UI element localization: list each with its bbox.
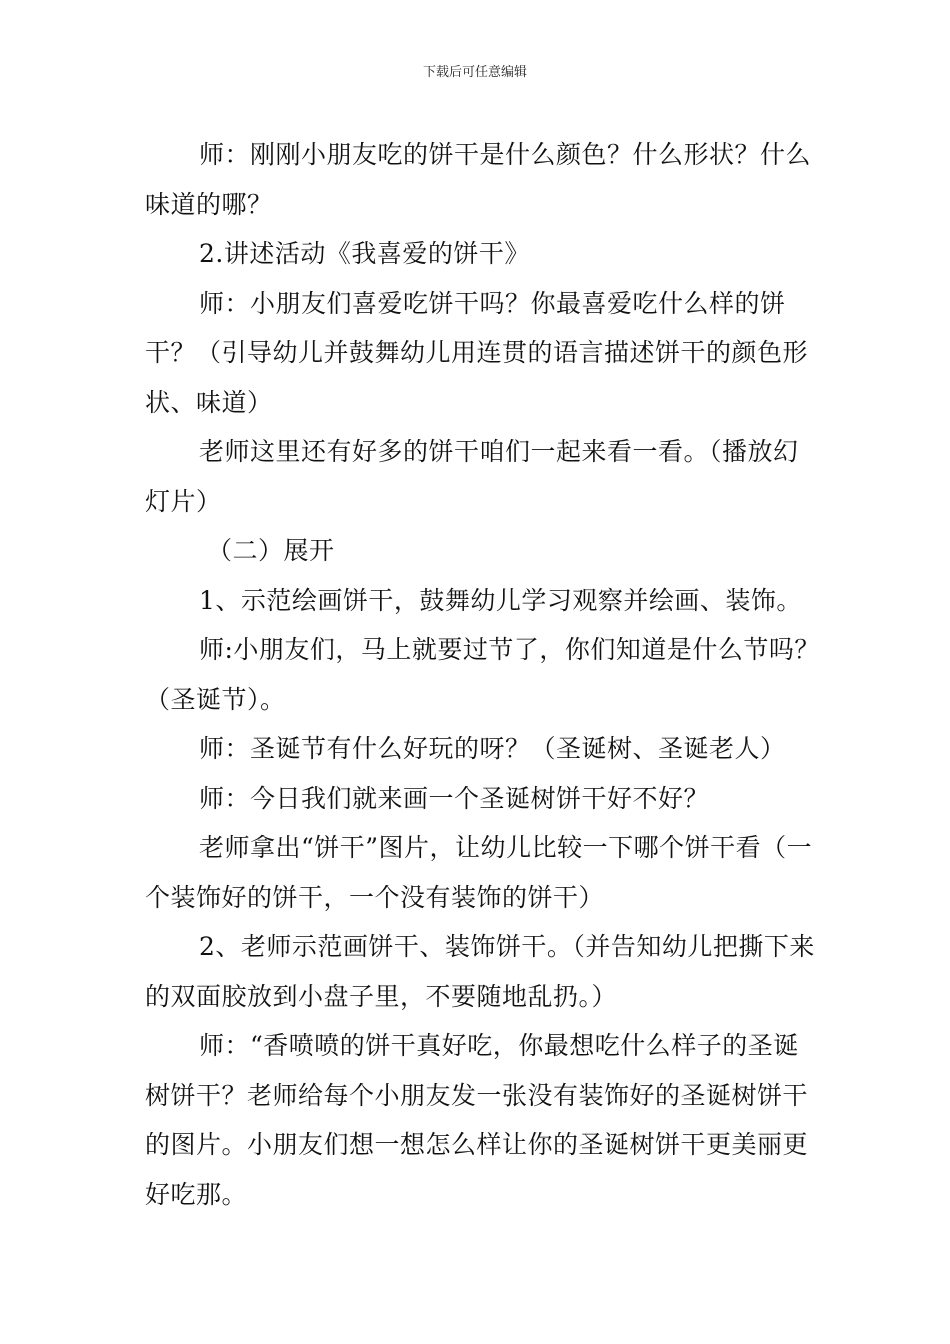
section-heading-expand: （二）展开 bbox=[207, 536, 335, 565]
paragraph-holiday-question: 师:小朋友们，马上就要过节了，你们知道是什么节吗？（圣诞节）。 bbox=[145, 635, 820, 714]
page-header-note: 下载后可任意编辑 bbox=[422, 65, 527, 80]
paragraph-demo-drawing: 1、示范绘画饼干，鼓舞幼儿学习观察并绘画、装饰。 bbox=[199, 585, 802, 615]
paragraph-teacher-question-cookie-color: 师：刚刚小朋友吃的饼干是什么颜色？什么形状？什么味道的哪？ bbox=[145, 140, 812, 219]
document-body bbox=[145, 130, 820, 1219]
paragraph-activity-title: 2.讲述活动《我喜爱的饼干》 bbox=[199, 239, 530, 268]
paragraph-teacher-demo-decorate: 2、老师示范画饼干、装饰饼干。（并告知幼儿把撕下来的双面胶放到小盘子里，不要随地乱扔。） bbox=[145, 932, 815, 1011]
paragraph-slideshow: 老师这里还有好多的饼干咱们一起来看一看。（播放幻灯片） bbox=[145, 437, 799, 516]
paragraph-draw-tree-cookie: 师：今日我们就来画一个圣诞树饼干好不好？ bbox=[199, 783, 710, 813]
paragraph-teacher-favorite-cookie: 师：小朋友们喜爱吃饼干吗？你最喜爱吃什么样的饼干？（引导幼儿并鼓舞幼儿用连贯的语言描述饼干的颜色形状、味道） bbox=[145, 288, 809, 417]
paragraph-compare-cookies: 老师拿出“饼干”图片，让幼儿比较一下哪个饼干看（一个装饰好的饼干，一个没有装饰的饼干） bbox=[145, 833, 813, 912]
paragraph-christmas-fun: 师：圣诞节有什么好玩的呀？（圣诞树、圣诞老人） bbox=[199, 734, 786, 763]
paragraph-tasty-cookie: 师：“香喷喷的饼干真好吃，你最想吃什么样子的圣诞树饼干？老师给每个小朋友发一张没有装饰好的圣诞树饼干的图片。小朋友们想一想怎么样让你的圣诞树饼干更美丽更好吃那。 bbox=[145, 1031, 809, 1209]
